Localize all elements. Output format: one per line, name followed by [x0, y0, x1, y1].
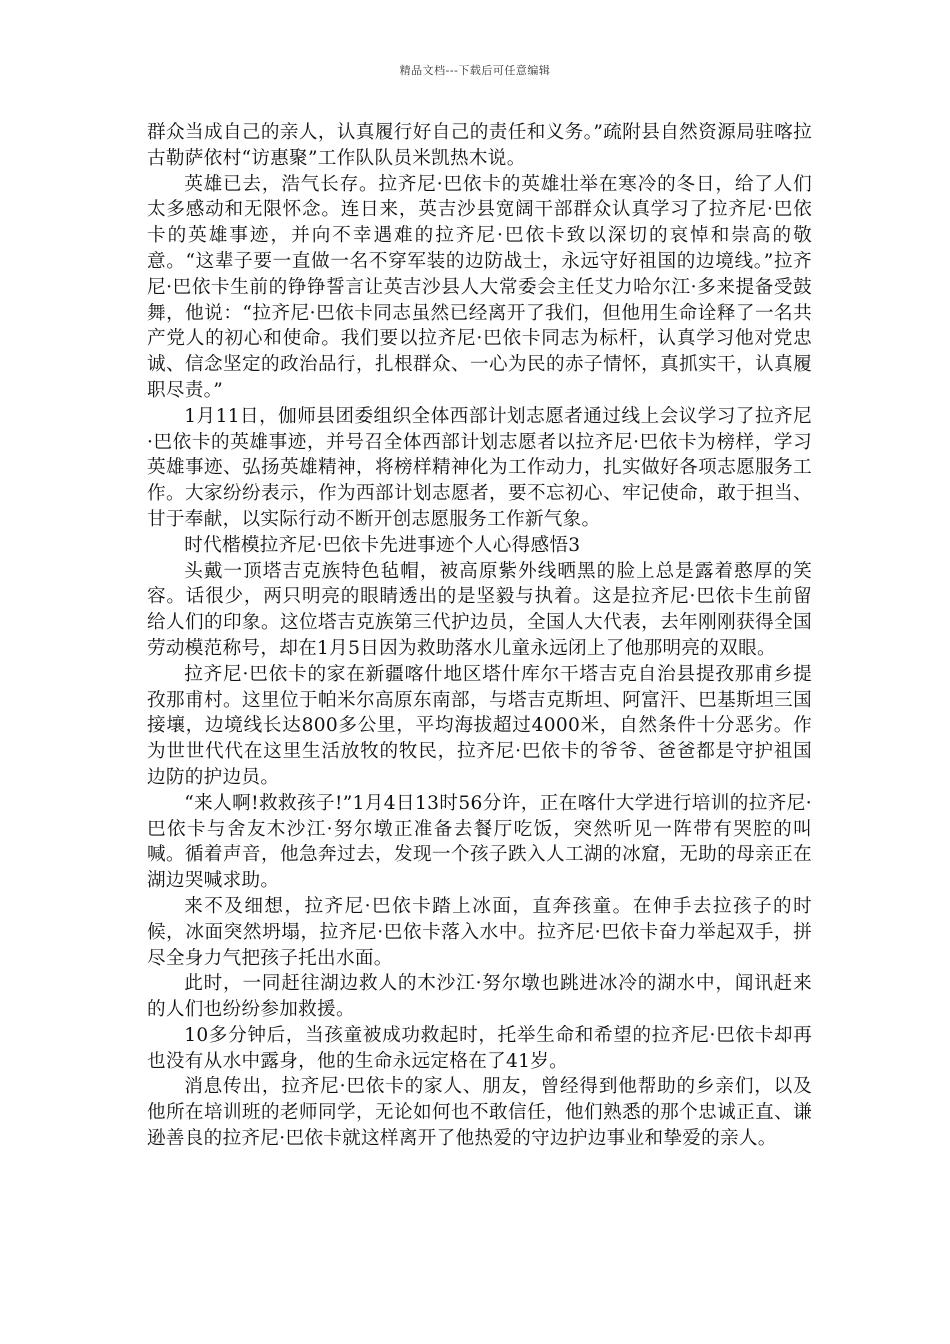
- section-heading: 时代楷模拉齐尼·巴依卡先进事迹个人心得感悟3: [184, 534, 581, 556]
- paragraph-5: 拉齐尼·巴依卡的家在新疆喀什地区塔什库尔干塔吉克自治县提孜那甫乡提孜那甫村。这里位于帕米尔高原东南部，与塔吉克斯坦、阿富汗、巴基斯坦三国接壤，边境线长达800多公里，平均海拔超过4000米，自然条件十分恶劣。作为世世代代在这里生活放牧的牧民，拉齐尼·巴依卡的爷爷、爸爸都是守护祖国边防的护边员。: [147, 663, 812, 788]
- paragraph-4: 头戴一顶塔吉克族特色毡帽，被高原紫外线晒黑的脸上总是露着憨厚的笑容。话很少，两只明亮的眼睛透出的是坚毅与执着。这是拉齐尼·巴依卡生前留给人们的印象。这位塔吉克族第三代护边员，全国人大代表，去年刚刚获得全国劳动模范称号，却在1月5日因为救助落水儿童永远闭上了他那明亮的双眼。: [147, 560, 812, 659]
- paragraph-9: 10多分钟后，当孩童被成功救起时，托举生命和希望的拉齐尼·巴依卡却再也没有从水中露身，他的生命永远定格在了41岁。: [147, 1024, 812, 1072]
- document-body: [147, 120, 812, 1152]
- paragraph-7: 来不及细想，拉齐尼·巴依卡踏上冰面，直奔孩童。在伸手去拉孩子的时候，冰面突然坍塌，拉齐尼·巴依卡落入水中。拉齐尼·巴依卡奋力举起双手，拼尽全身力气把孩子托出水面。: [147, 895, 812, 969]
- paragraph-6: “来人啊!救救孩子!”1月4日13时56分许，正在喀什大学进行培训的拉齐尼·巴依卡与舍友木沙江·努尔墩正准备去餐厅吃饭，突然听见一阵带有哭腔的叫喊。循着声音，他急奔过去，发现一个孩子跌入人工湖的冰窟，无助的母亲正在湖边哭喊求助。: [147, 792, 812, 892]
- paragraph-3: 1月11日，伽师县团委组织全体西部计划志愿者通过线上会议学习了拉齐尼·巴依卡的英雄事迹，并号召全体西部计划志愿者以拉齐尼·巴依卡为榜样，学习英雄事迹、弘扬英雄精神，将榜样精神化为工作动力，扎实做好各项志愿服务工作。大家纷纷表示，作为西部计划志愿者，要不忘初心、牢记使命，敢于担当、甘于奉献，以实际行动不断开创志愿服务工作新气象。: [147, 405, 812, 530]
- page-header: 精品文档---下载后可任意编辑: [399, 64, 551, 77]
- paragraph-10: 消息传出，拉齐尼·巴依卡的家人、朋友，曾经得到他帮助的乡亲们，以及他所在培训班的老师同学，无论如何也不敢信任，他们熟悉的那个忠诚正直、谦逊善良的拉齐尼·巴依卡就这样离开了他热爱的守边护边事业和挚爱的亲人。: [147, 1076, 812, 1150]
- paragraph-1: 群众当成自己的亲人，认真履行好自己的责任和义务。”疏附县自然资源局驻喀拉古勒萨依村“访惠聚”工作队队员米凯热木说。: [147, 122, 812, 169]
- paragraph-2: 英雄已去，浩气长存。拉齐尼·巴依卡的英雄壮举在寒冷的冬日，给了人们太多感动和无限怀念。连日来，英吉沙县宽阔干部群众认真学习了拉齐尼·巴依卡的英雄事迹，并向不幸遇难的拉齐尼·巴依卡致以深切的哀悼和崇高的敬意。“这辈子要一直做一名不穿军装的边防战士，永远守好祖国的边境线。”拉齐尼·巴依卡生前的铮铮誓言让英吉沙县人大常委会主任艾力哈尔江·多来提备受鼓舞，他说：“拉齐尼·巴依卡同志虽然已经离开了我们，但他用生命诠释了一名共产党人的初心和使命。我们要以拉齐尼·巴依卡同志为标杆，认真学习他对党忠诚、信念坚定的政治品行，扎根群众、一心为民的赤子情怀，真抓实干，认真履职尽责。”: [147, 173, 812, 401]
- paragraph-8: 此时，一同赶往湖边救人的木沙江·努尔墩也跳进冰冷的湖水中，闻讯赶来的人们也纷纷参加救援。: [147, 973, 812, 1021]
